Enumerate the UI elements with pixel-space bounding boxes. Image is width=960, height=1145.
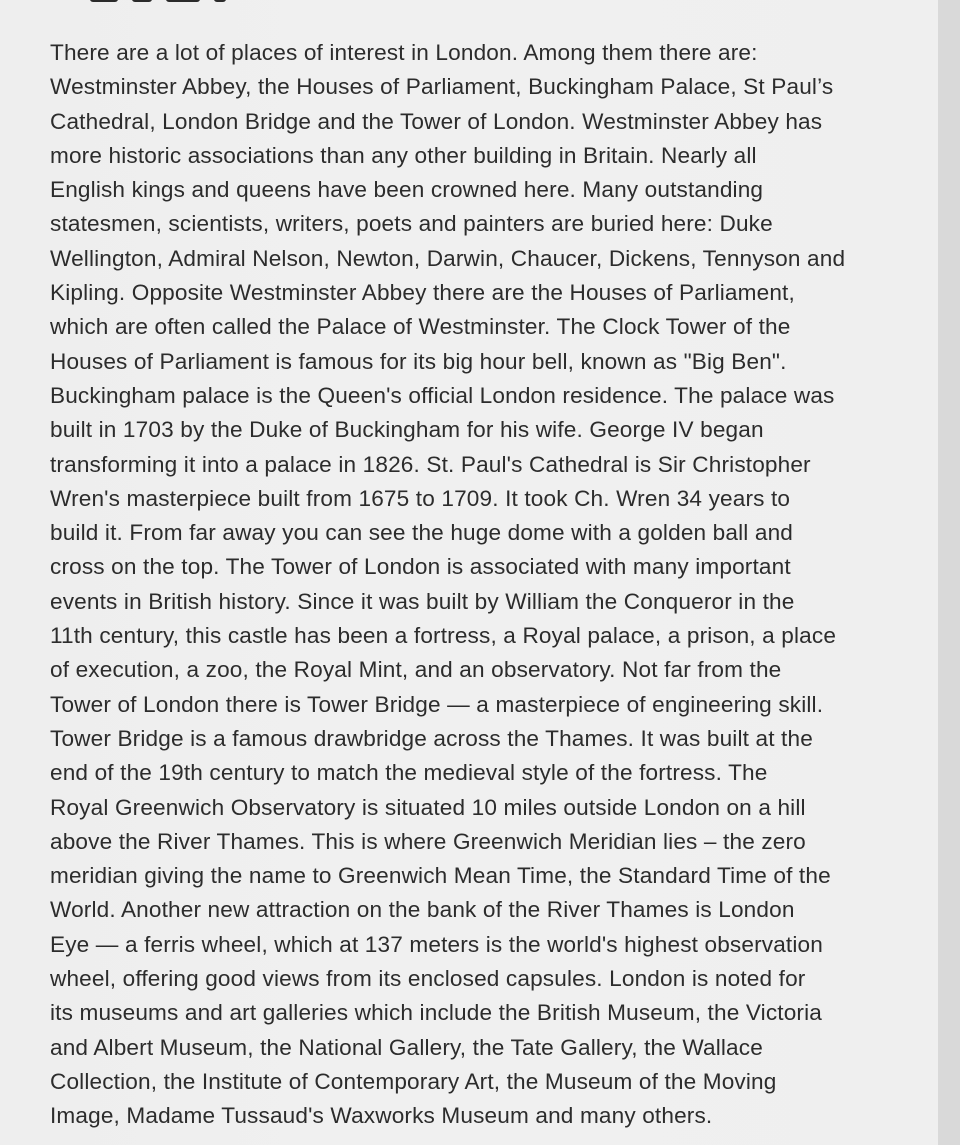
text-line: build it. From far away you can see the huge dome with a golden ball and — [50, 520, 794, 546]
text-line: above the River Thames. This is where Greenwich Meridian lies – the zero — [50, 828, 806, 854]
text-line: English kings and queens have been crowned here. Many outstanding — [50, 177, 764, 203]
text-line: more historic associations than any other building in Britain. Nearly all — [50, 142, 757, 168]
text-line: Westminster Abbey, the Houses of Parliament, Buckingham Palace, St Paul’s — [50, 74, 834, 100]
text-line: of execution, a zoo, the Royal Mint, and an observatory. Not far from the — [50, 657, 782, 683]
text-line: Image, Madame Tussaud's Waxworks Museum and many others. — [50, 1103, 713, 1129]
text-line: cross on the top. The Tower of London is associated with many important — [50, 554, 791, 580]
text-line: World. Another new attraction on the bank of the River Thames is London — [50, 897, 795, 923]
text-line: Kipling. Opposite Westminster Abbey there are the Houses of Parliament, — [50, 280, 795, 306]
text-line: events in British history. Since it was built by William the Conqueror in the — [50, 588, 795, 614]
text-line: Cathedral, London Bridge and the Tower of London. Westminster Abbey has — [50, 108, 823, 134]
text-line: statesmen, scientists, writers, poets and painters are buried here: Duke — [50, 211, 773, 237]
text-line: Royal Greenwich Observatory is situated 10 miles outside London on a hill — [50, 794, 806, 820]
body-text — [50, 36, 920, 1134]
text-line: meridian giving the name to Greenwich Mean Time, the Standard Time of the — [50, 863, 831, 889]
text-line: built in 1703 by the Duke of Buckingham for his wife. George IV began — [50, 417, 764, 443]
cropped-heading — [90, 0, 390, 6]
text-line: its museums and art galleries which include the British Museum, the Victoria — [50, 1000, 822, 1026]
text-line: wheel, offering good views from its enclosed capsules. London is noted for — [50, 966, 806, 992]
text-line: Collection, the Institute of Contemporary Art, the Museum of the Moving — [50, 1068, 777, 1094]
text-line: Wren's masterpiece built from 1675 to 1709. It took Ch. Wren 34 years to — [50, 485, 791, 511]
text-line: 11th century, this castle has been a fortress, a Royal palace, a prison, a place — [50, 623, 837, 649]
text-line: Buckingham palace is the Queen's official London residence. The palace was — [50, 382, 835, 408]
text-line: end of the 19th century to match the medieval style of the fortress. The — [50, 760, 768, 786]
text-line: Tower Bridge is a famous drawbridge across the Thames. It was built at the — [50, 725, 813, 751]
text-line: and Albert Museum, the National Gallery, the Tate Gallery, the Wallace — [50, 1034, 763, 1060]
screen-edge — [938, 0, 960, 1145]
text-line: which are often called the Palace of Westminster. The Clock Tower of the — [50, 314, 791, 340]
text-line: Wellington, Admiral Nelson, Newton, Darwin, Chaucer, Dickens, Tennyson and — [50, 245, 846, 271]
text-line: transforming it into a palace in 1826. St. Paul's Cathedral is Sir Christopher — [50, 451, 811, 477]
text-line: There are a lot of places of interest in London. Among them there are: — [50, 40, 758, 65]
text-line: Houses of Parliament is famous for its big hour bell, known as "Big Ben". — [50, 348, 787, 374]
text-line: Eye — a ferris wheel, which at 137 meters is the world's highest observation — [50, 931, 823, 957]
text-line: Tower of London there is Tower Bridge — a masterpiece of engineering skill. — [50, 691, 824, 717]
